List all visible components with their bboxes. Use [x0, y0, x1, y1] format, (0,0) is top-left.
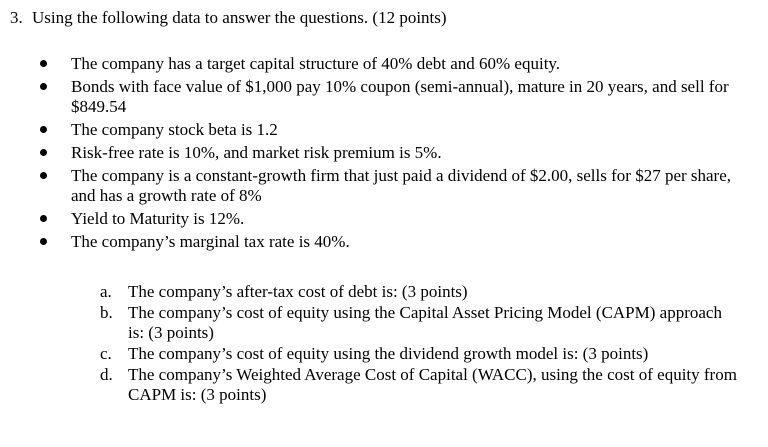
- bullet-item: [40, 209, 740, 229]
- question-heading: [10, 8, 447, 28]
- subquestion-letter: c.: [100, 344, 112, 363]
- bullet-text: The company is a constant-growth firm that just paid a dividend of $2.00, sells for $27 per share, and has a growth rate of 8%: [71, 166, 732, 205]
- bullet-dot-icon: [40, 60, 47, 67]
- bullet-text: The company’s marginal tax rate is 40%.: [71, 232, 350, 251]
- bullet-item: [40, 166, 740, 206]
- question-number: 3.: [10, 8, 23, 27]
- subquestion-letter: b.: [100, 303, 113, 322]
- bullet-item: [40, 54, 740, 74]
- bullet-text: The company has a target capital structure of 40% debt and 60% equity.: [71, 54, 561, 73]
- subquestion-item: [100, 365, 740, 405]
- bullet-item: [40, 143, 740, 163]
- given-data-list: [40, 54, 740, 255]
- subquestion-text: The company’s cost of equity using the Capital Asset Pricing Model (CAPM) approach is: (3 points): [128, 303, 722, 342]
- subquestion-text: The company’s cost of equity using the dividend growth model is: (3 points): [128, 344, 649, 363]
- bullet-text: Bonds with face value of $1,000 pay 10% coupon (semi-annual), mature in 20 years, and sell for $849.54: [71, 77, 729, 116]
- subquestion-item: [100, 282, 740, 302]
- bullet-dot-icon: [40, 149, 47, 156]
- bullet-item: [40, 77, 740, 117]
- subquestion-item: [100, 303, 740, 343]
- bullet-item: [40, 120, 740, 140]
- bullet-text: Yield to Maturity is 12%.: [71, 209, 245, 228]
- question-text: Using the following data to answer the questions. (12 points): [32, 8, 447, 27]
- bullet-dot-icon: [40, 215, 47, 222]
- bullet-dot-icon: [40, 126, 47, 133]
- subquestion-letter: a.: [100, 282, 112, 301]
- subquestion-text: The company’s Weighted Average Cost of Capital (WACC), using the cost of equity from CAPM is: (3 points): [128, 365, 737, 404]
- bullet-dot-icon: [40, 83, 47, 90]
- bullet-dot-icon: [40, 238, 47, 245]
- subquestion-text: The company’s after-tax cost of debt is: (3 points): [128, 282, 468, 301]
- bullet-text: The company stock beta is 1.2: [71, 120, 278, 139]
- subquestion-item: [100, 344, 740, 364]
- bullet-text: Risk-free rate is 10%, and market risk premium is 5%.: [71, 143, 442, 162]
- subquestion-list: [100, 282, 740, 406]
- subquestion-letter: d.: [100, 365, 113, 384]
- bullet-dot-icon: [40, 172, 47, 179]
- bullet-item: [40, 232, 740, 252]
